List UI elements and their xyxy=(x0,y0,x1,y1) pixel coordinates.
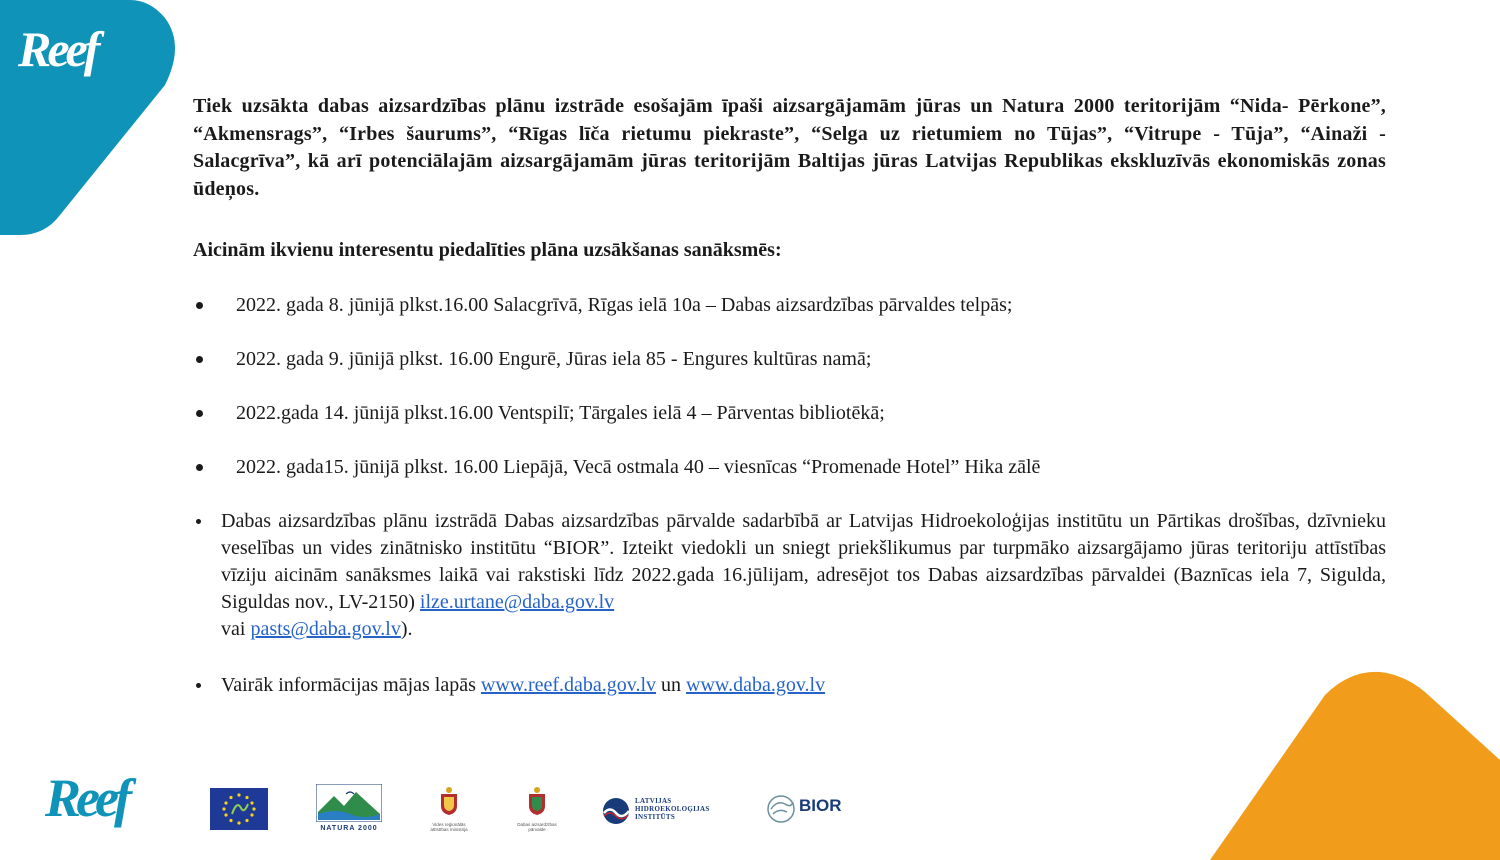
announcement-content xyxy=(193,93,1386,728)
intro-paragraph: Tiek uzsākta dabas aizsardzības plānu izstrāde esošajām īpaši aizsargājamām jūras un Natura 2000 teritorijām “Nida- Pērkone”, “Akmensrags”, “Irbes šaurums”, “Rīgas līča rietumu piekraste”, “Selga uz rietumiem no Tūjas”, “Vitrupe - Tūja”, “Ainaži - Salacgrīva”, kā arī potenciālajām aizsargājamām jūras teritorijām Baltijas jūras Latvijas Republikas ekskluzīvās ekonomiskās zonas ūdeņos. xyxy=(193,95,1386,200)
meeting-item: 2022.gada 14. jūnijā plkst.16.00 Ventspilī; Tārgales ielā 4 – Pārventas bibliotēkā; xyxy=(193,400,1386,427)
meetings-list xyxy=(193,292,1386,481)
bior-emblem-icon xyxy=(765,792,799,826)
bullet-icon xyxy=(196,356,203,363)
natura-2000-logo: NATURA 2000 xyxy=(316,784,382,832)
daba-crest-logo: Dabas aizsardzības pārvalde xyxy=(517,786,557,832)
partner-logos xyxy=(45,768,905,838)
bullet-icon xyxy=(196,410,203,417)
natura-landscape-icon xyxy=(316,784,382,822)
eu-life-logo xyxy=(210,788,268,830)
website-link-reef[interactable]: www.reef.daba.gov.lv xyxy=(480,674,657,696)
varam-crest-logo: Vides reģionālās attīstības ministrija xyxy=(429,786,469,832)
lhei-logo: LATVIJAS HIDROEKOLOĢIJAS INSTITŪTS xyxy=(601,794,731,828)
notes-list xyxy=(193,508,1386,699)
email-link-ilze[interactable]: ilze.urtane@daba.gov.lv xyxy=(419,591,615,613)
meeting-item: 2022. gada15. jūnijā plkst. 16.00 Liepājā, Vecā ostmala 40 – viesnīcas “Promenade Hotel” Hika zālē xyxy=(193,454,1386,481)
meeting-item: 2022. gada 9. jūnijā plkst. 16.00 Engurē, Jūras iela 85 - Engures kultūras namā; xyxy=(193,346,1386,373)
crest-icon xyxy=(526,786,548,816)
reef-logo-top: Reef xyxy=(18,21,97,77)
lhei-wave-icon xyxy=(601,796,631,826)
bullet-icon xyxy=(196,683,201,688)
meeting-item: 2022. gada 8. jūnijā plkst.16.00 Salacgrīvā, Rīgas ielā 10a – Dabas aizsardzības pārvaldes telpās; xyxy=(193,292,1386,319)
bullet-icon xyxy=(196,464,203,471)
note-more-info: Vairāk informācijas mājas lapās www.reef.daba.gov.lv un www.daba.gov.lv xyxy=(193,672,1386,699)
note-plan-info: Dabas aizsardzības plānu izstrādā Dabas aizsardzības pārvalde sadarbībā ar Latvijas Hidroekoloģijas institūtu un Pārtikas drošības, dzīvnieku veselības un vides zinātnisko institūtu “BIOR”. Izteikt viedokli un sniegt priekšlikumus par turpmāko aizsargājamo jūras teritoriju attīstības vīziju aicinām sanāksmes laikā vai rakstiski līdz 2022.gada 16.jūlijam, adresējot tos Dabas aizsardzības pārvaldei (Baznīcas iela 7, Sigulda, Siguldas nov., LV-2150) ilze.urtane@daba.gov.lv vai pasts@daba.gov.lv). xyxy=(193,508,1386,643)
reef-logo-footer: Reef xyxy=(45,768,127,828)
crest-icon xyxy=(438,786,460,816)
invite-heading: Aicinām ikvienu interesentu piedalīties plāna uzsākšanas sanāksmēs: xyxy=(193,239,782,261)
bior-logo: BIOR xyxy=(765,790,875,828)
email-link-pasts[interactable]: pasts@daba.gov.lv xyxy=(250,618,401,640)
bullet-icon xyxy=(196,519,201,524)
bullet-icon xyxy=(196,302,203,309)
website-link-daba[interactable]: www.daba.gov.lv xyxy=(686,674,826,696)
